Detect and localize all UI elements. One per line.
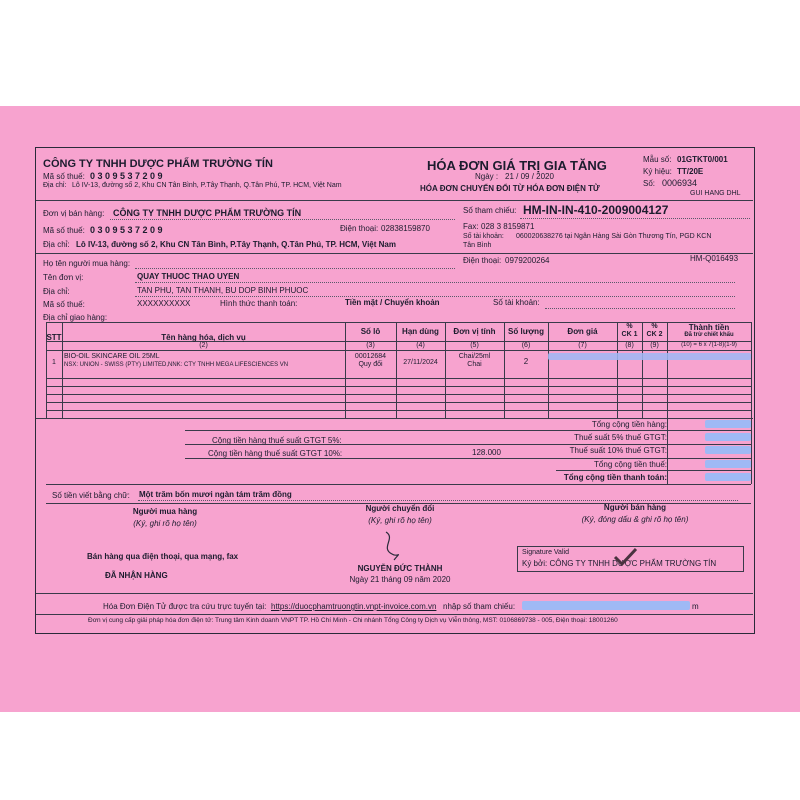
sales-account-label: Số tài khoản: [463, 233, 504, 240]
dotted-line [135, 282, 735, 283]
redacted-value [705, 420, 751, 428]
seller-sign-note: (Ký, đóng dấu & ghi rõ họ tên) [581, 515, 689, 524]
vat10-label: Thuế suất 10% thuế GTGT: [569, 446, 667, 455]
row-stt: 1 [52, 359, 56, 366]
dotted-line [520, 218, 750, 219]
col-header-stt: STT [46, 333, 62, 342]
col-header-total-sub: Đã trừ chiết khấu [684, 332, 734, 338]
col-index: (4) [416, 342, 425, 349]
col-index: (7) [578, 342, 587, 349]
dotted-line [135, 268, 455, 269]
sales-phone-label: Điện thoại: [340, 224, 379, 233]
col-header-expiry: Hạn dùng [402, 327, 439, 336]
buyer-phone-value: 0979200264 [505, 256, 550, 265]
footer-divider [36, 593, 753, 594]
buyer-payment-value: Tiền mặt / Chuyển khoản [345, 298, 440, 307]
col-header-name: Tên hàng hóa, dịch vụ [161, 333, 246, 342]
buyer-tax-label: Mã số thuế: [43, 300, 85, 309]
signature-valid-label: Signature Valid [522, 549, 569, 556]
seller-address-label: Địa chỉ: [43, 182, 67, 189]
invoice-subtitle: HÓA ĐƠN CHUYỂN ĐỔI TỪ HÓA ĐƠN ĐIỆN TỬ [420, 184, 600, 193]
tax-total-label: Tổng cộng tiền thuế: [594, 460, 667, 469]
redacted-value [705, 446, 751, 454]
buyer-tax-value: XXXXXXXXXX [137, 299, 191, 308]
seller-address: Lô IV-13, đường số 2, Khu CN Tân Bình, P.Tây Thạnh, Q.Tân Phú, TP. HCM, Việt Nam [72, 182, 342, 189]
grand-total-label: Tổng cộng tiền hàng: [591, 420, 667, 429]
vat10-base-value: 128.000 [472, 448, 501, 457]
vat5-base-label: Cộng tiền hàng thuế suất GTGT 5%: [212, 436, 342, 445]
redacted-value [522, 601, 690, 610]
col-header-ck1: CK 1 [621, 331, 638, 338]
col-header-price: Đơn giá [567, 327, 598, 336]
sales-account-value: 060020638276 tại Ngân Hàng Sài Gòn Thương Tín, PGD KCN [516, 233, 712, 240]
col-header-qty: Số lượng [508, 327, 544, 336]
sales-address-label: Địa chỉ: [43, 240, 70, 249]
handwritten-signature [372, 528, 412, 564]
dotted-line [138, 500, 738, 501]
lookup-prefix: Hóa Đơn Điện Tử được tra cứu trực tuyến tại: [103, 602, 267, 611]
number-label: Số: [643, 179, 656, 188]
lookup-url[interactable]: https://duocphamtruongtin.vnpt-invoice.com.vn [271, 602, 437, 611]
pay-total-label: Tổng cộng tiền thanh toán: [563, 473, 667, 482]
buyer-code: HM-Q016493 [690, 254, 739, 263]
seller-name: CÔNG TY TNHH DƯỢC PHẨM TRƯỜNG TÍN [43, 158, 273, 170]
form-value: 01GTKT0/001 [677, 155, 728, 164]
sales-tax-value: 0 3 0 9 5 3 7 2 0 9 [90, 225, 163, 235]
vat5-label: Thuế suất 5% thuế GTGT: [574, 433, 667, 442]
totals-bottom-line [46, 484, 751, 485]
buyer-unit-value: QUAY THUOC THAO UYEN [137, 272, 240, 281]
row-lot-note: Quy đổi [358, 361, 383, 368]
col-index: (2) [199, 342, 208, 349]
seller-tax-label: Mã số thuế: [43, 172, 85, 181]
sales-unit-value: CÔNG TY TNHH DƯỢC PHẨM TRƯỜNG TÍN [113, 208, 302, 218]
phone-sale-note: Bán hàng qua điện thoại, qua mạng, fax [87, 552, 239, 561]
ref-value: HM-IN-IN-410-2009004127 [523, 203, 669, 217]
section-divider [36, 253, 753, 254]
col-index: (5) [470, 342, 479, 349]
transfer-name: NGUYỄN ĐỨC THÀNH [357, 564, 443, 573]
buyer-sign-title: Người mua hàng [132, 507, 198, 516]
totals-divider [36, 418, 753, 419]
buyer-address-value: TAN PHU, TAN THANH, BU DOP BINH PHUOC [137, 286, 309, 295]
totals-line [556, 470, 751, 471]
invoice-date-prefix: Ngày : [475, 172, 499, 181]
col-index: (3) [366, 342, 375, 349]
buyer-sign-note: (Ký, ghi rõ họ tên) [133, 519, 197, 528]
redacted-value [705, 473, 751, 481]
col-header-total: Thành tiền [688, 323, 730, 332]
dotted-line [545, 308, 735, 309]
delivery-note: GUI HANG DHL [690, 190, 741, 197]
lookup-tail: m [692, 602, 699, 611]
fax-value: 028 3 8159871 [481, 222, 535, 231]
row-qty: 2 [523, 357, 529, 366]
transfer-date: Ngày 21 tháng 09 năm 2020 [349, 575, 451, 584]
col-header-ck1-pct: % [626, 323, 633, 330]
col-header-ck2-pct: % [651, 323, 658, 330]
number-value: 0006934 [662, 178, 698, 188]
row-product-name: BIO-OIL SKINCARE OIL 25ML [64, 353, 160, 360]
seller-sign-title: Người bán hàng [603, 503, 667, 512]
received-note: ĐÃ NHẬN HÀNG [105, 571, 168, 580]
redacted-value [548, 353, 751, 360]
provider-note: Đơn vị cung cấp giải pháp hóa đơn điện tử: Trung tâm Kinh doanh VNPT TP. Hồ Chí Minh - Chi nhánh Tổng Công ty Dịch vụ Viễn thông, MST: 0106869738 - 005, Điện thoại: 18001260 [88, 617, 618, 624]
dotted-line [110, 219, 455, 220]
row-unit: Chai/25ml [458, 353, 491, 360]
redacted-value [705, 433, 751, 441]
redacted-value [705, 460, 751, 468]
buyer-payment-label: Hình thức thanh toán: [220, 299, 298, 308]
sales-unit-label: Đơn vị bán hàng: [43, 209, 105, 218]
buyer-person-label: Họ tên người mua hàng: [43, 259, 131, 268]
seller-tax-code: 0 3 0 9 5 3 7 2 0 9 [90, 171, 163, 181]
dotted-line [135, 296, 735, 297]
footer-divider [36, 614, 753, 615]
form-label: Mẫu số: [643, 155, 672, 164]
sales-address-value: Lô IV-13, đường số 2, Khu CN Tân Bình, P.Tây Thạnh, Q.Tân Phú, TP. HCM, Việt Nam [76, 240, 396, 249]
col-header-unit: Đơn vị tính [453, 327, 496, 336]
buyer-delivery-label: Địa chỉ giao hàng: [43, 313, 108, 322]
amount-words-label: Số tiền viết bằng chữ: [52, 491, 130, 500]
buyer-address-label: Địa chỉ: [43, 287, 70, 296]
sales-tax-label: Mã số thuế: [43, 226, 85, 235]
sales-phone-value: 02838159870 [381, 224, 430, 233]
symbol-label: Ký hiệu: [643, 167, 672, 176]
lookup-suffix: nhập số tham chiếu: [443, 602, 516, 611]
checkmark-icon [612, 547, 638, 567]
col-index: (9) [650, 342, 659, 349]
buyer-phone-label: Điện thoại: [463, 256, 502, 265]
fax-label: Fax: [463, 222, 479, 231]
col-header-lot: Số lô [360, 327, 381, 336]
buyer-account-label: Số tài khoản: [493, 298, 540, 307]
row-product-detail: NSX: UNION - SWISS (PTY) LIMITED,NNK: CTY TNHH MEGA LIFESCIENCES VN [64, 362, 289, 368]
transfer-sign-note: (Ký, ghi rõ họ tên) [368, 516, 432, 525]
sales-account-value-2: Tân Bình [463, 242, 492, 249]
vat10-base-label: Cộng tiền hàng thuế suất GTGT 10%: [208, 449, 343, 458]
header-divider [36, 200, 753, 201]
symbol-value: TT/20E [677, 167, 704, 176]
ref-label: Số tham chiếu: [463, 206, 517, 215]
invoice-date: 21 / 09 / 2020 [505, 172, 554, 181]
buyer-unit-label: Tên đơn vị: [43, 273, 84, 282]
row-lot: 00012684 [354, 353, 387, 360]
row-unit-2: Chai [467, 361, 482, 368]
transfer-sign-title: Người chuyển đổi [365, 504, 435, 513]
amount-words-value: Một trăm bốn mươi ngàn tám trăm đồng [139, 490, 292, 499]
totals-column-line [667, 418, 668, 484]
col-index: (6) [521, 342, 531, 349]
col-index: (8) [625, 342, 634, 349]
row-expiry: 27/11/2024 [403, 359, 438, 366]
totals-column-line [751, 418, 752, 484]
col-index: (10) = 6 x 7(1-8)(1-9) [681, 342, 737, 348]
col-header-ck2: CK 2 [646, 331, 663, 338]
invoice-title: HÓA ĐƠN GIÁ TRỊ GIA TĂNG [427, 158, 607, 173]
signature-signer: Ký bởi: CÔNG TY TNHH DƯỢC PHẨM TRƯỜNG TÍN [522, 559, 717, 568]
